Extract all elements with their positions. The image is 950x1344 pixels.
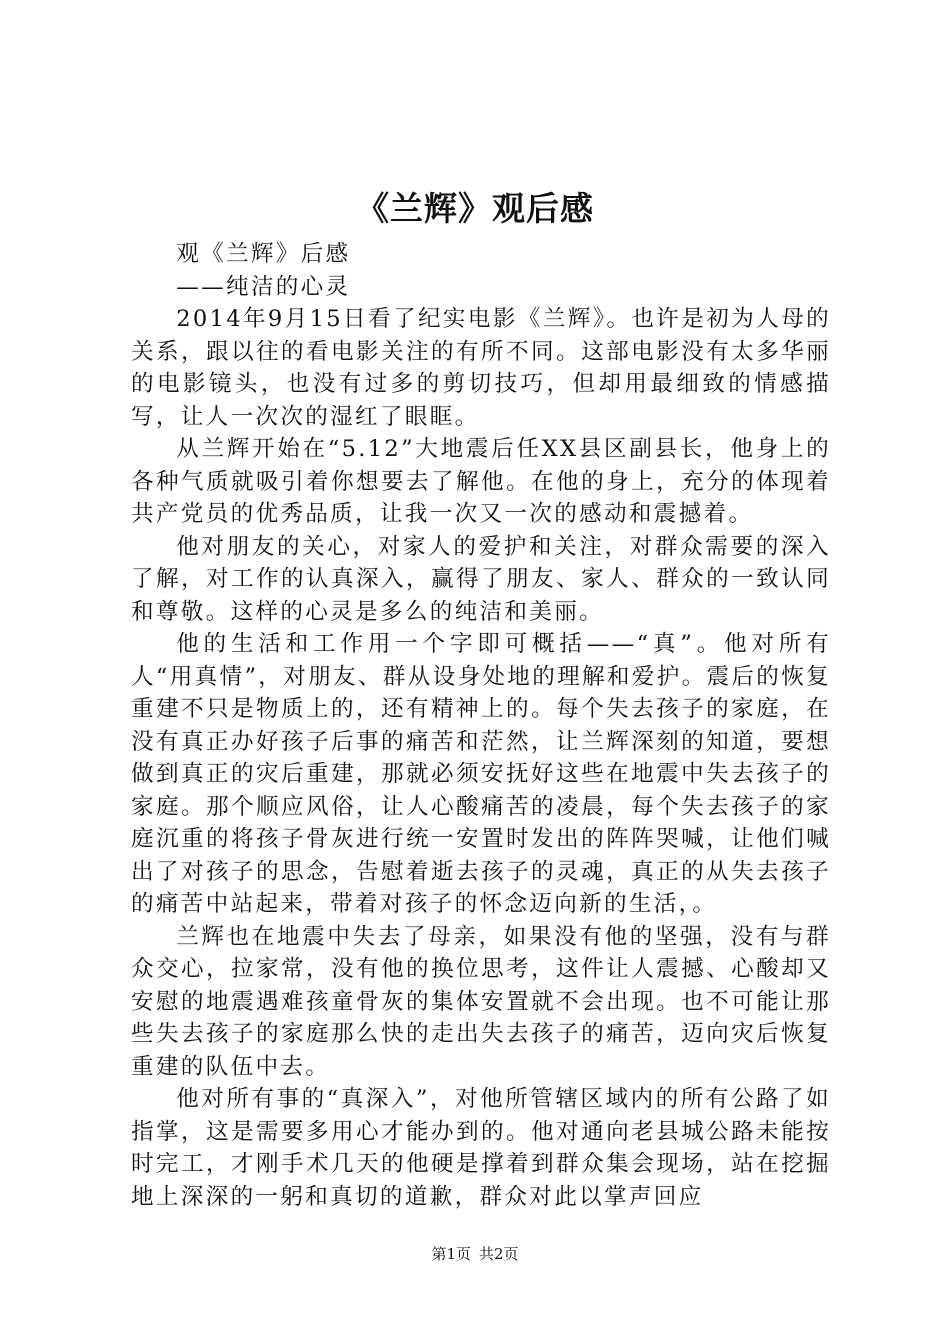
paragraph: 他对所有事的“真深入”，对他所管辖区域内的所有公路了如指掌，这是需要多用心才能办到的。他对通向老县城公路未能按时完工，才刚手术几天的他硬是撑着到群众集会现场，站在挖掘地上深深的一躬和真切的道歉，群众对此以掌声回应: [131, 1086, 831, 1210]
page-footer: [0, 1243, 950, 1265]
page-number: 第1页: [431, 1245, 471, 1263]
paragraph: 2014年9月15日看了纪实电影《兰辉》。也许是初为人母的关系，跟以往的看电影关注的有所不同。这部电影没有太多华丽的电影镜头，也没有过多的剪切技巧，但却用最细致的情感描写，让人一次次的湿红了眼眶。: [131, 306, 831, 430]
document-title: 《兰辉》观后感: [356, 189, 594, 228]
paragraph-subtitle: 观《兰辉》后感: [176, 241, 351, 267]
page-total: 共2页: [479, 1245, 519, 1263]
paragraph: 他对朋友的关心，对家人的爱护和关注，对群众需要的深入了解，对工作的认真深入，赢得了朋友、家人、群众的一致认同和尊敬。这样的心灵是多么的纯洁和美丽。: [131, 533, 831, 625]
paragraph-subheading: ——纯洁的心灵: [176, 273, 351, 300]
paragraph: 他的生活和工作用一个字即可概括——“真”。他对所有人“用真情”，对朋友、群从设身处地的理解和爱护。震后的恢复重建不只是物质上的，还有精神上的。每个失去孩子的家庭，在没有真正办好孩子后事的痛苦和茫然，让兰辉深刻的知道，要想做到真正的灾后重建，那就必须安抚好这些在地震中失去孩子的家庭。那个顺应风俗，让人心酸痛苦的凌晨，每个失去孩子的家庭沉重的将孩子骨灰进行统一安置时发出的阵阵哭喊，让他们喊出了对孩子的思念，告慰着逝去孩子的灵魂，真正的从失去孩子的痛苦中站起来，带着对孩子的怀念迈向新的生活，。: [131, 631, 831, 917]
document-body: [131, 238, 831, 1213]
paragraph: 从兰辉开始在“5.12”大地震后任XX县区副县长，他身上的各种气质就吸引着你想要去了解他。在他的身上，充分的体现着共产党员的优秀品质，让我一次又一次的感动和震撼着。: [131, 436, 831, 527]
paragraph: 兰辉也在地震中失去了母亲，如果没有他的坚强，没有与群众交心，拉家常，没有他的换位思考，这件让人震撼、心酸却又安慰的地震遇难孩童骨灰的集体安置就不会出现。也不可能让那些失去孩子的家庭那么快的走出失去孩子的痛苦，迈向灾后恢复重建的队伍中去。: [131, 923, 831, 1080]
